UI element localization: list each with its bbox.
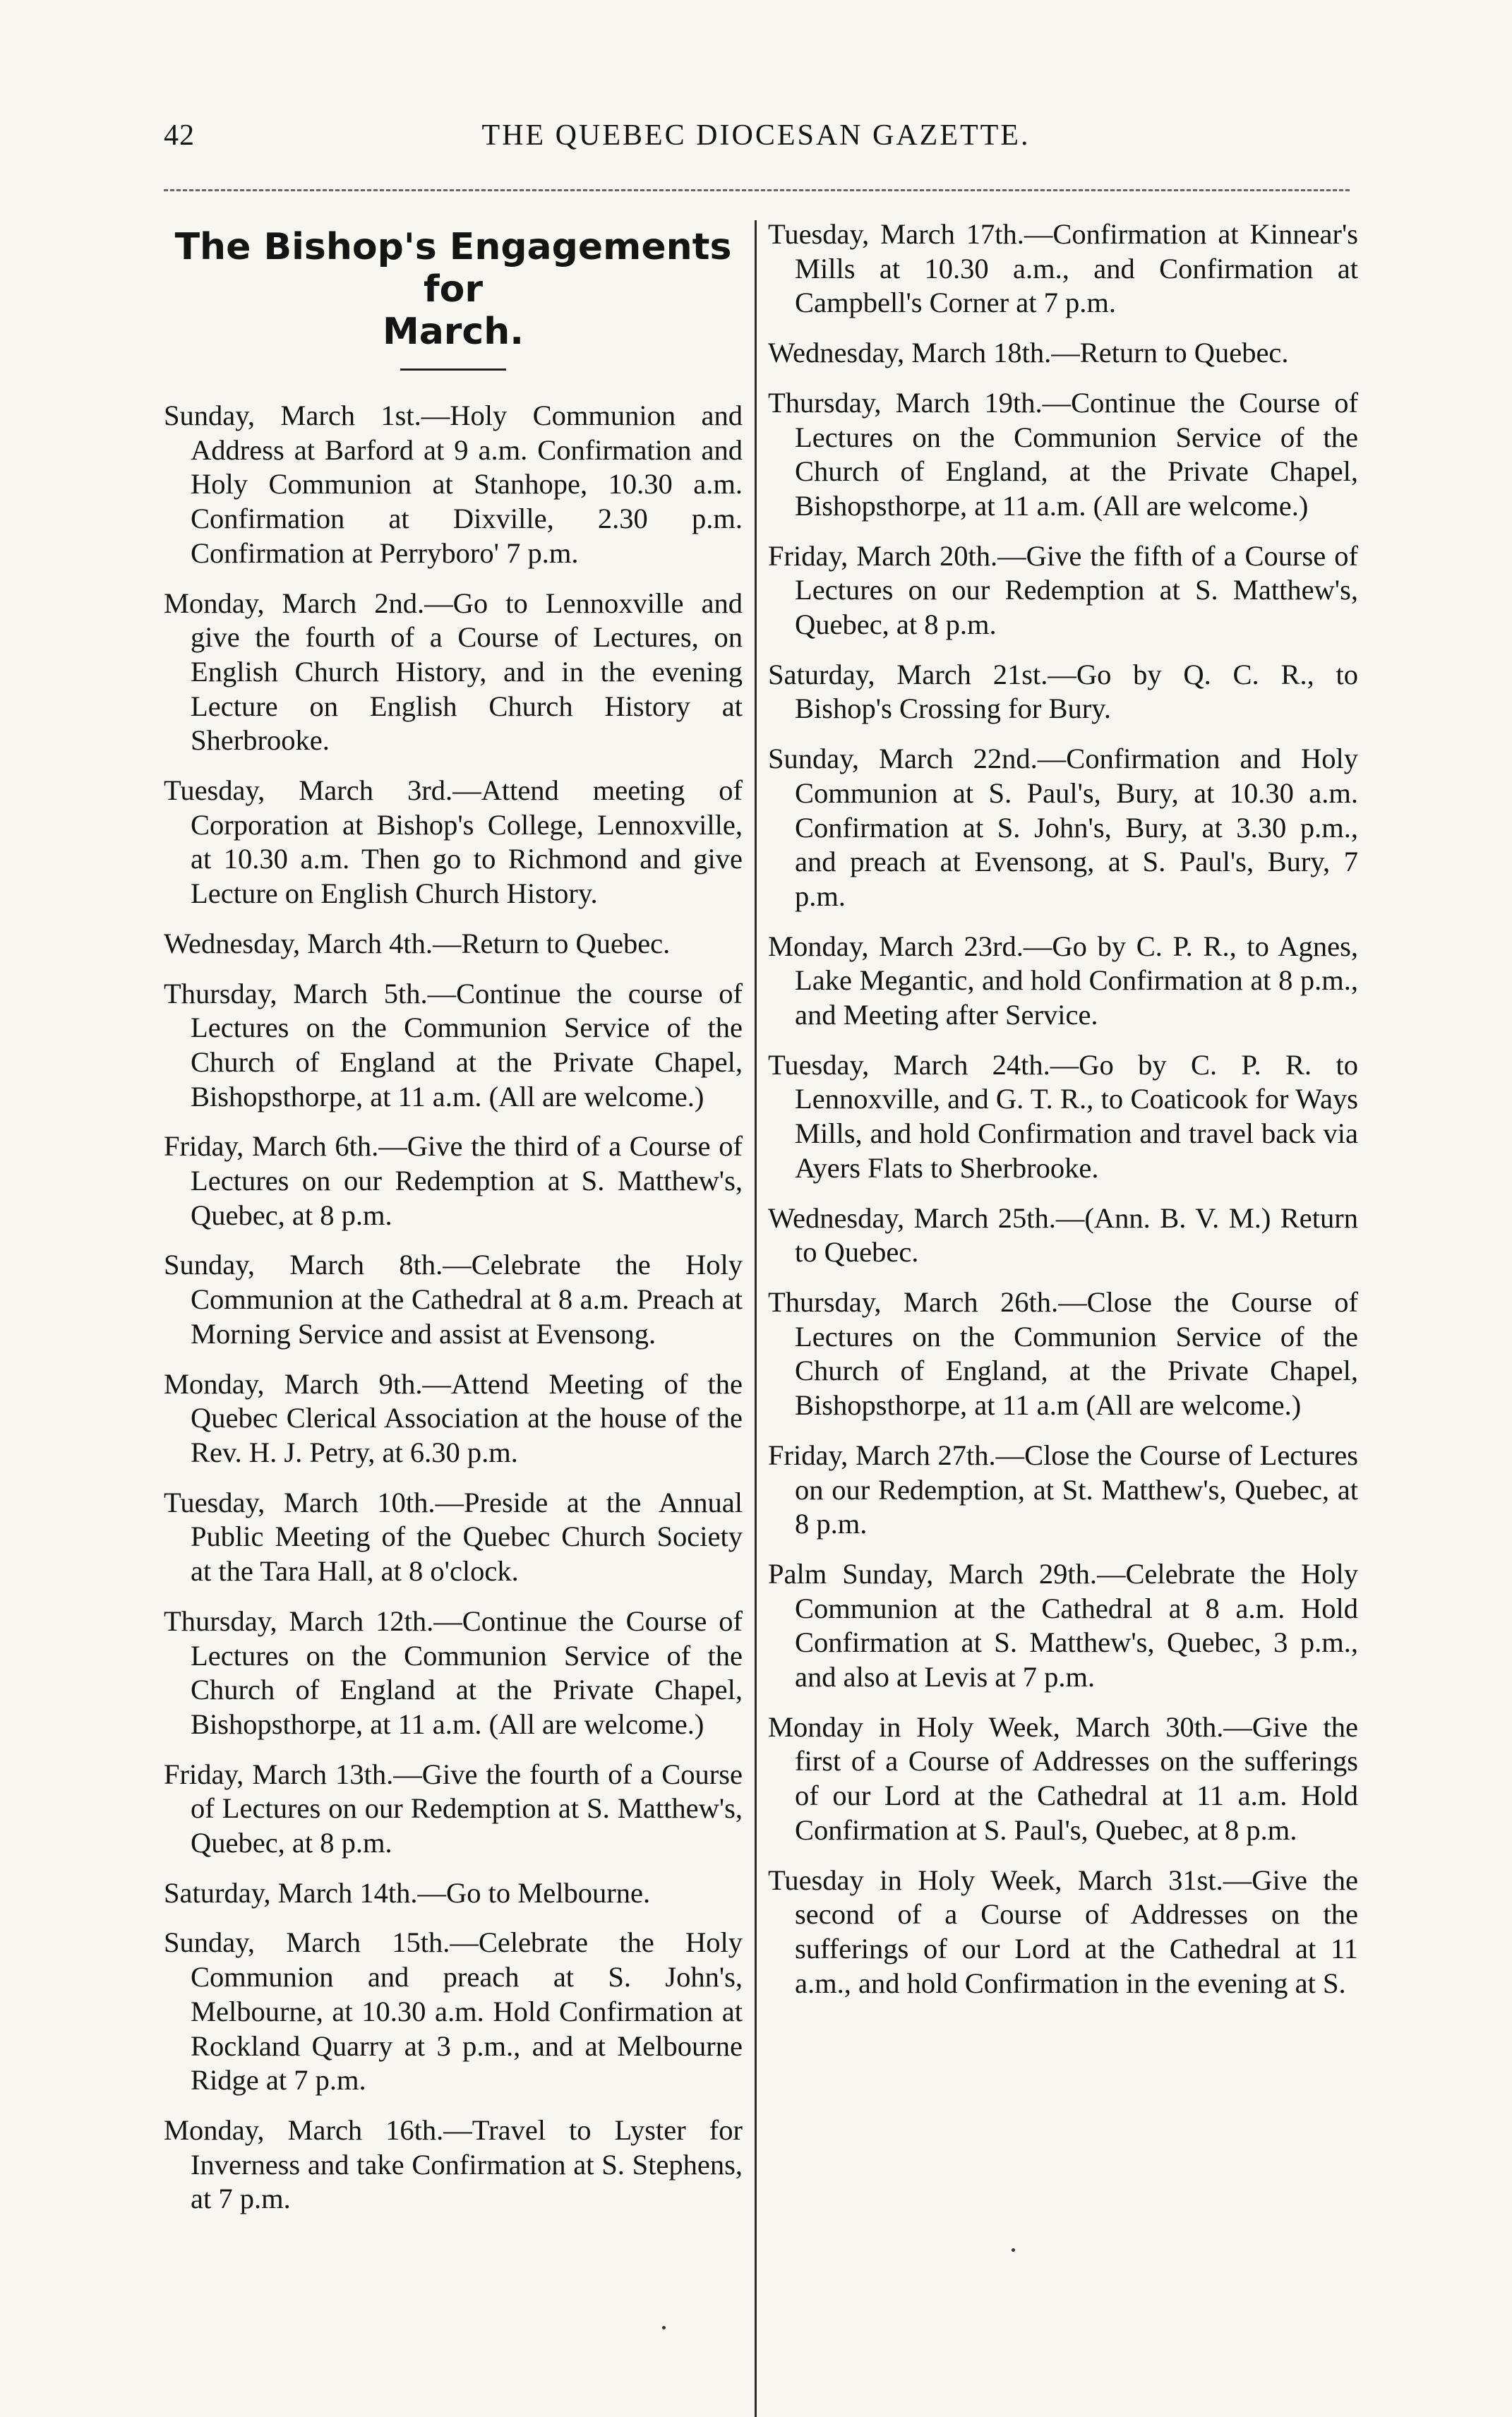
- entry-march-25: Wednesday, March 25th.—(Ann. B. V. M.) Return to Quebec.: [768, 1201, 1358, 1269]
- entry-march-19: Thursday, March 19th.—Continue the Course of Lectures on the Communion Service of the Church of England, at the Private Chapel, Bishopsthorpe, at 11 a.m. (All are welcome.): [768, 386, 1358, 522]
- left-entry-list: [164, 399, 743, 2217]
- entry-march-17: Tuesday, March 17th.—Confirmation at Kinnear's Mills at 10.30 a.m., and Confirmation at Campbell's Corner at 7 p.m.: [768, 218, 1358, 319]
- entry-march-16: Monday, March 16th.—Travel to Lyster for Inverness and take Confirmation at S. Stephens, at 7 p.m.: [164, 2113, 743, 2215]
- entry-march-23: Monday, March 23rd.—Go by C. P. R., to Agnes, Lake Megantic, and hold Confirmation at 8 p.m., and Meeting after Service.: [768, 930, 1358, 1031]
- entry-march-10: Tuesday, March 10th.—Preside at the Annual Public Meeting of the Quebec Church Society at the Tara Hall, at 8 o'clock.: [164, 1486, 743, 1588]
- entry-march-2: Monday, March 2nd.—Go to Lennoxville and give the fourth of a Course of Lectures, on English Church History, and in the evening Lecture on English Church History at Sherbrooke.: [164, 587, 743, 757]
- entry-march-9: Monday, March 9th.—Attend Meeting of the Quebec Clerical Association at the house of the Rev. H. J. Petry, at 6.30 p.m.: [164, 1367, 743, 1468]
- title-rule: [400, 368, 506, 371]
- entry-march-1: Sunday, March 1st.—Holy Communion and Address at Barford at 9 a.m. Confirmation and Holy Communion at Stanhope, 10.30 a.m. Confirmation at Dixville, 2.30 p.m. Confirmation at Perryboro' 7 p.m.: [164, 400, 743, 569]
- entry-march-4: Wednesday, March 4th.—Return to Quebec.: [164, 927, 671, 959]
- entry-march-14: Saturday, March 14th.—Go to Melbourne.: [164, 1876, 651, 1909]
- page-number: 42: [164, 119, 195, 152]
- article-title: [164, 226, 743, 353]
- entry-march-29: Palm Sunday, March 29th.—Celebrate the Holy Communion at the Cathedral at 8 a.m. Hold Confirmation at S. Matthew's, Quebec, 3 p.m., and also at Levis at 7 p.m.: [768, 1557, 1358, 1693]
- entry-march-8: Sunday, March 8th.—Celebrate the Holy Communion at the Cathedral at 8 a.m. Preach at Morning Service and assist at Evensong.: [164, 1249, 743, 1350]
- ink-speck: [1012, 2248, 1015, 2252]
- entry-march-18: Wednesday, March 18th.—Return to Quebec.: [768, 337, 1289, 369]
- entry-march-13: Friday, March 13th.—Give the fourth of a Course of Lectures on our Redemption at S. Matthew's, Quebec, at 8 p.m.: [164, 1758, 743, 1859]
- entry-march-3: Tuesday, March 3rd.—Attend meeting of Corporation at Bishop's College, Lennoxville, at 10.30 a.m. Then go to Richmond and give Lecture on English Church History.: [164, 774, 743, 910]
- entry-march-22: Sunday, March 22nd.—Confirmation and Holy Communion at S. Paul's, Bury, at 10.30 a.m. Confirmation at S. John's, Bury, at 3.30 p.m., and preach at Evensong, at S. Paul's, Bury, 7 p.m.: [768, 743, 1358, 912]
- ink-speck: [662, 2326, 666, 2329]
- right-column: [768, 217, 1358, 2016]
- entry-march-30: Monday in Holy Week, March 30th.—Give the first of a Course of Addresses on the sufferings of our Lord at the Cathedral at 11 a.m. Hold Confirmation at S. Paul's, Quebec, at 8 p.m.: [768, 1710, 1358, 1846]
- entry-march-31: Tuesday in Holy Week, March 31st.—Give the second of a Course of Addresses on the sufferings of our Lord at the Cathedral at 11 a.m., and hold Confirmation in the evening at S.: [768, 1864, 1358, 1999]
- running-title: THE QUEBEC DIOCESAN GAZETTE.: [481, 119, 1031, 152]
- column-divider: [755, 220, 757, 2417]
- entry-march-24: Tuesday, March 24th.—Go by C. P. R. to Lennoxville, and G. T. R., to Coaticook for Ways Mills, and hold Confirmation and travel back via Ayers Flats to Sherbrooke.: [768, 1048, 1358, 1184]
- entry-march-20: Friday, March 20th.—Give the fifth of a Course of Lectures on our Redemption at S. Matthew's, Quebec, at 8 p.m.: [768, 539, 1358, 641]
- entry-march-12: Thursday, March 12th.—Continue the Course of Lectures on the Communion Service of the Church of England at the Private Chapel, Bishopsthorpe, at 11 a.m. (All are welcome.): [164, 1605, 743, 1740]
- article-title-line-1: The Bishop's Engagements for: [174, 226, 732, 311]
- entry-march-5: Thursday, March 5th.—Continue the course of Lectures on the Communion Service of the Church of England at the Private Chapel, Bishopsthorpe, at 11 a.m. (All are welcome.): [164, 977, 743, 1112]
- article-title-line-2: March.: [382, 311, 524, 353]
- header-rule: [164, 189, 1350, 191]
- entry-march-15: Sunday, March 15th.—Celebrate the Holy Communion and preach at S. John's, Melbourne, at 10.30 a.m. Hold Confirmation at Rockland Quarry at 3 p.m., and at Melbourne Ridge at 7 p.m.: [164, 1926, 743, 2097]
- entry-march-21: Saturday, March 21st.—Go by Q. C. R., to Bishop's Crossing for Bury.: [768, 658, 1358, 725]
- entry-march-27: Friday, March 27th.—Close the Course of Lectures on our Redemption, at St. Matthew's, Quebec, at 8 p.m.: [768, 1439, 1358, 1540]
- entry-march-26: Thursday, March 26th.—Close the Course of Lectures on the Communion Service of the Church of England, at the Private Chapel, Bishopsthorpe, at 11 a.m (All are welcome.): [768, 1285, 1358, 1422]
- left-column: [164, 217, 743, 2232]
- entry-march-6: Friday, March 6th.—Give the third of a Course of Lectures on our Redemption at S. Matthew's, Quebec, at 8 p.m.: [164, 1130, 743, 1231]
